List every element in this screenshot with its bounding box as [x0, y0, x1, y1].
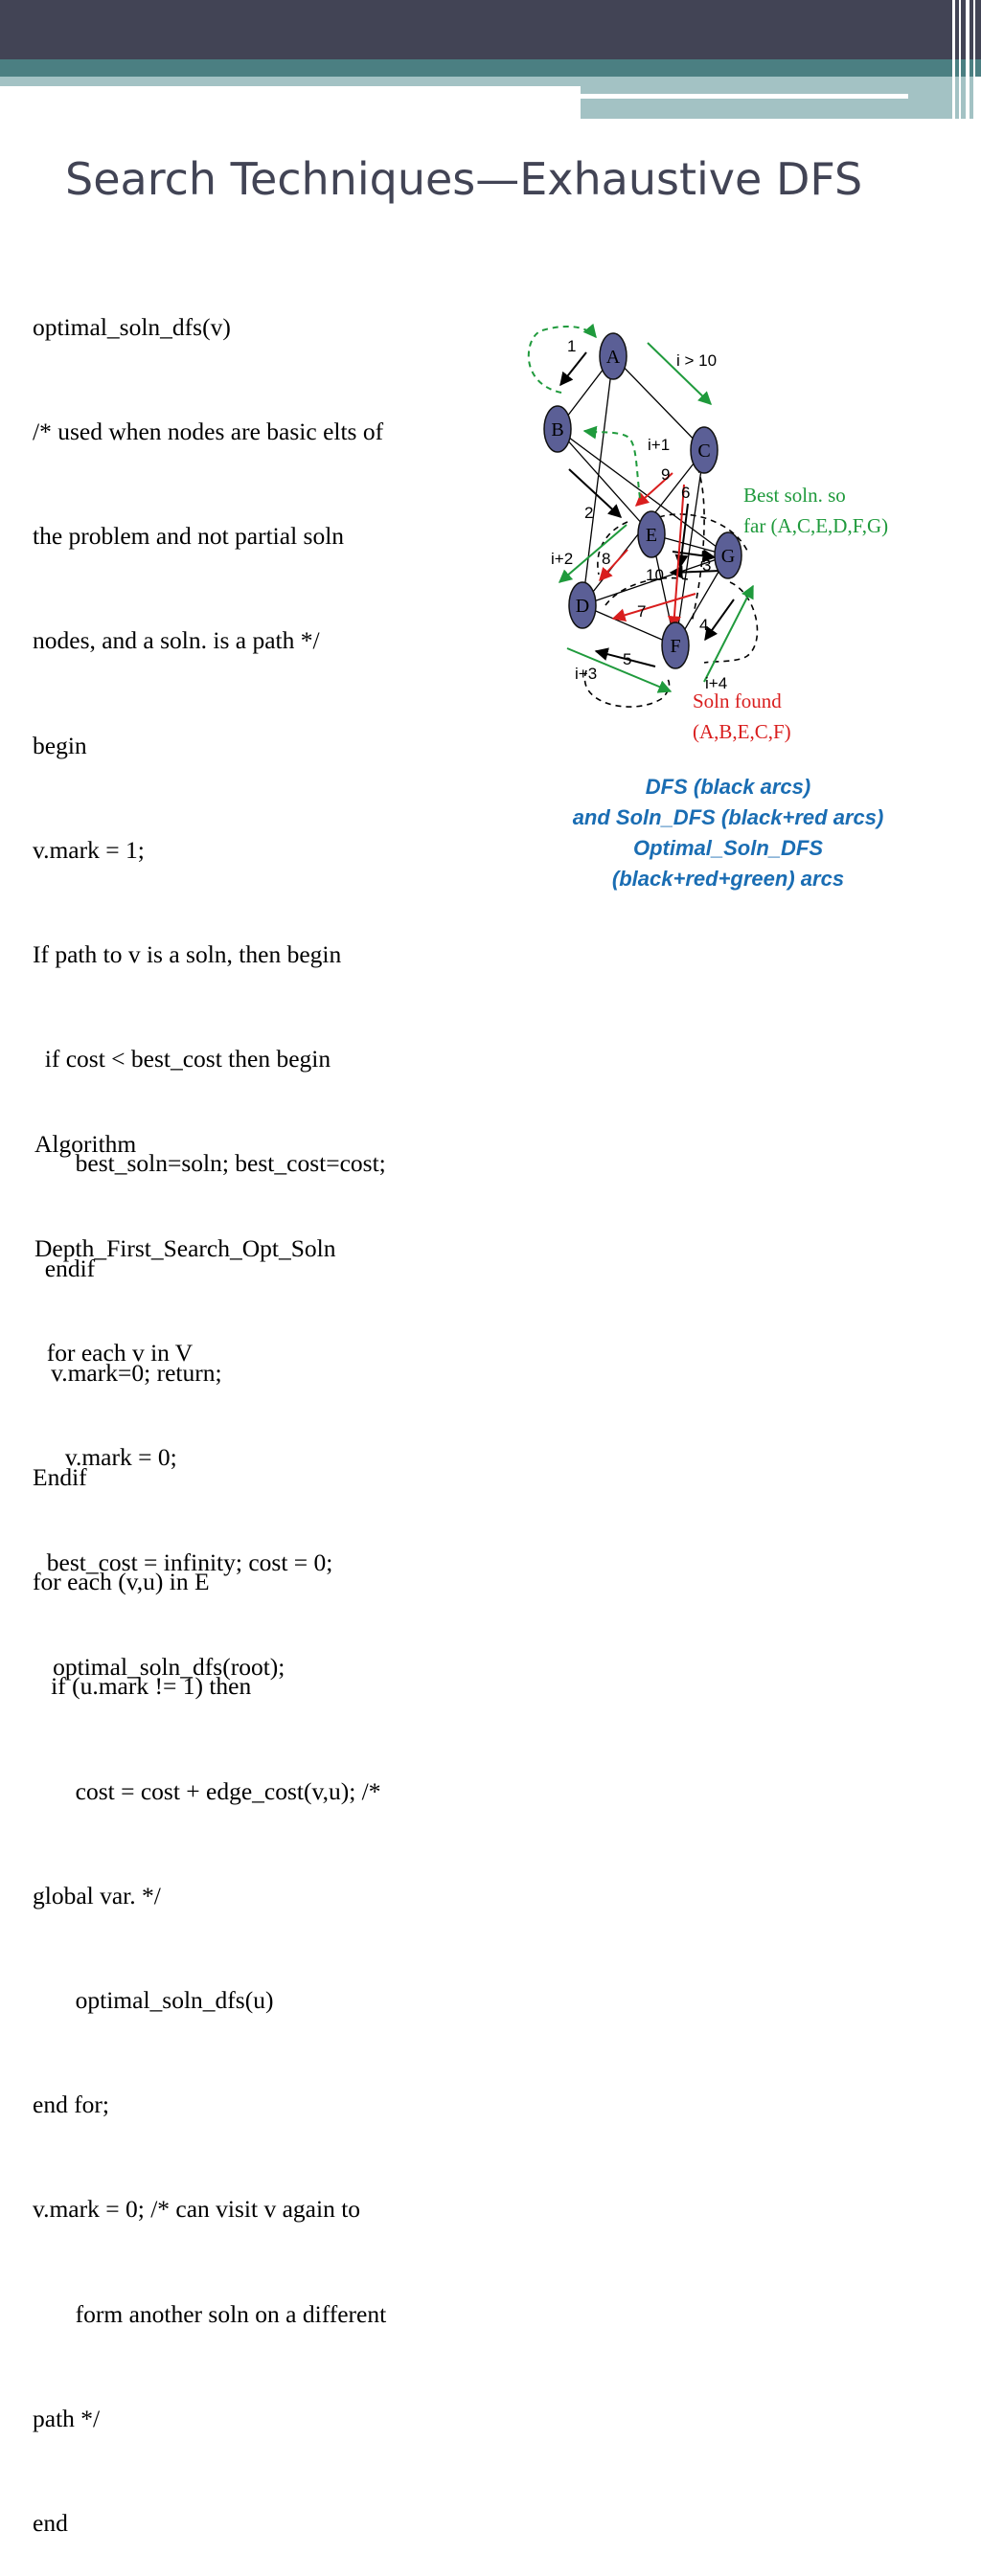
caption-line: and Soln_DFS (black+red arcs) [572, 805, 884, 829]
step-label: 8 [602, 550, 611, 568]
step-label: 3 [702, 556, 712, 575]
slide-title: Search Techniques—Exhaustive DFS [65, 153, 863, 205]
node-c [691, 427, 718, 473]
code-line: If path to v is a soln, then begin [33, 940, 342, 969]
caption-line: Optimal_Soln_DFS [632, 836, 824, 860]
step-label: 5 [623, 650, 632, 668]
node-b [544, 406, 571, 452]
code-line: if cost < best_cost then begin [33, 1045, 331, 1073]
code-line: Algorithm [34, 1129, 137, 1158]
code-line: end for; [33, 2090, 110, 2119]
node-label: A [605, 347, 621, 368]
code-line: the problem and not partial soln [33, 522, 345, 551]
step-label: 7 [637, 602, 647, 621]
iteration-label: i+4 [705, 674, 728, 692]
code-line: optimal_soln_dfs(v) [33, 312, 231, 341]
soln-found-note: Soln found [693, 689, 782, 712]
node-f [662, 622, 689, 668]
dfs-graph-diagram [517, 316, 948, 743]
iteration-label: i+3 [575, 665, 598, 683]
red-arrow-7 [613, 594, 696, 619]
code-line: global var. */ [33, 1881, 161, 1909]
node-label: C [697, 441, 711, 462]
code-line: v.mark = 0; [34, 1443, 177, 1472]
header-stripe [959, 0, 961, 119]
iteration-label: i+2 [551, 550, 574, 568]
header-stripe [952, 0, 955, 119]
edge-a-d [582, 356, 613, 605]
node-label: F [670, 636, 681, 657]
node-d [569, 582, 596, 628]
node-label: G [720, 546, 736, 567]
header-light-band [0, 77, 581, 86]
code-line: best_soln=soln; best_cost=cost; [33, 1149, 386, 1178]
green-arc-i1 [584, 431, 640, 498]
code-line: optimal_soln_dfs(u) [33, 1986, 274, 2015]
caption-line: (black+red+green) arcs [611, 867, 845, 891]
code-line: end [33, 2509, 68, 2538]
code-line: Depth_First_Search_Opt_Soln [34, 1234, 336, 1263]
node-e [638, 511, 665, 557]
header-white-line [581, 94, 908, 99]
soln-found-note: (A,B,E,C,F) [693, 720, 791, 743]
code-line: begin [33, 731, 87, 759]
header-stripe [966, 0, 970, 119]
arrow-1 [560, 352, 586, 385]
step-label: 6 [681, 484, 691, 502]
code-line: optimal_soln_dfs(root); [34, 1652, 285, 1681]
best-soln-note: far (A,C,E,D,F,G) [743, 514, 889, 537]
code-line: endif [33, 1254, 96, 1282]
code-line: v.mark=0; return; [33, 1358, 222, 1387]
diagram-caption [527, 772, 929, 894]
best-soln-note: Best soln. so [743, 484, 846, 507]
code-line: cost = cost + edge_cost(v,u); /* [33, 1776, 381, 1805]
node-label: E [645, 525, 658, 546]
edge-b-e [558, 429, 651, 534]
step-label: 2 [584, 504, 594, 522]
code-block-algorithm [34, 1057, 533, 1720]
edge-d-f [582, 605, 675, 645]
graph-annotations [693, 484, 888, 743]
green-arrow-i4 [704, 586, 753, 682]
red-arrow-6 [673, 485, 684, 628]
caption-line: DFS (black arcs) [645, 775, 811, 799]
code-line: if (u.mark != 1) then [33, 1672, 252, 1701]
header-stripe [973, 0, 975, 119]
node-a [600, 333, 627, 379]
step-label: 4 [699, 616, 709, 634]
header-bar [0, 0, 981, 59]
code-line: Endif [33, 1463, 87, 1492]
iteration-label: i+1 [648, 436, 671, 454]
code-line: form another soln on a different [33, 2299, 387, 2328]
node-g [715, 532, 741, 578]
code-line: for each (v,u) in E [33, 1568, 210, 1596]
arrow-2 [569, 469, 621, 517]
node-label: B [551, 419, 564, 441]
backtrack-arcs [584, 467, 757, 707]
node-label: D [575, 596, 590, 617]
step-label: 1 [567, 337, 577, 355]
code-line: best_cost = infinity; cost = 0; [34, 1548, 333, 1576]
step-label: 10 [646, 566, 664, 584]
backtrack-arc [584, 670, 669, 707]
code-line: v.mark = 1; [33, 835, 145, 864]
code-line: nodes, and a soln. is a path */ [33, 626, 320, 655]
iteration-label: i > 10 [676, 351, 718, 370]
code-line: path */ [33, 2404, 101, 2432]
code-line: /* used when nodes are basic elts of [33, 418, 384, 446]
header-accent-band [0, 59, 981, 77]
step-label: 9 [661, 465, 671, 484]
code-line: for each v in V [34, 1339, 194, 1367]
code-line: v.mark = 0; /* can visit v again to [33, 2195, 361, 2224]
